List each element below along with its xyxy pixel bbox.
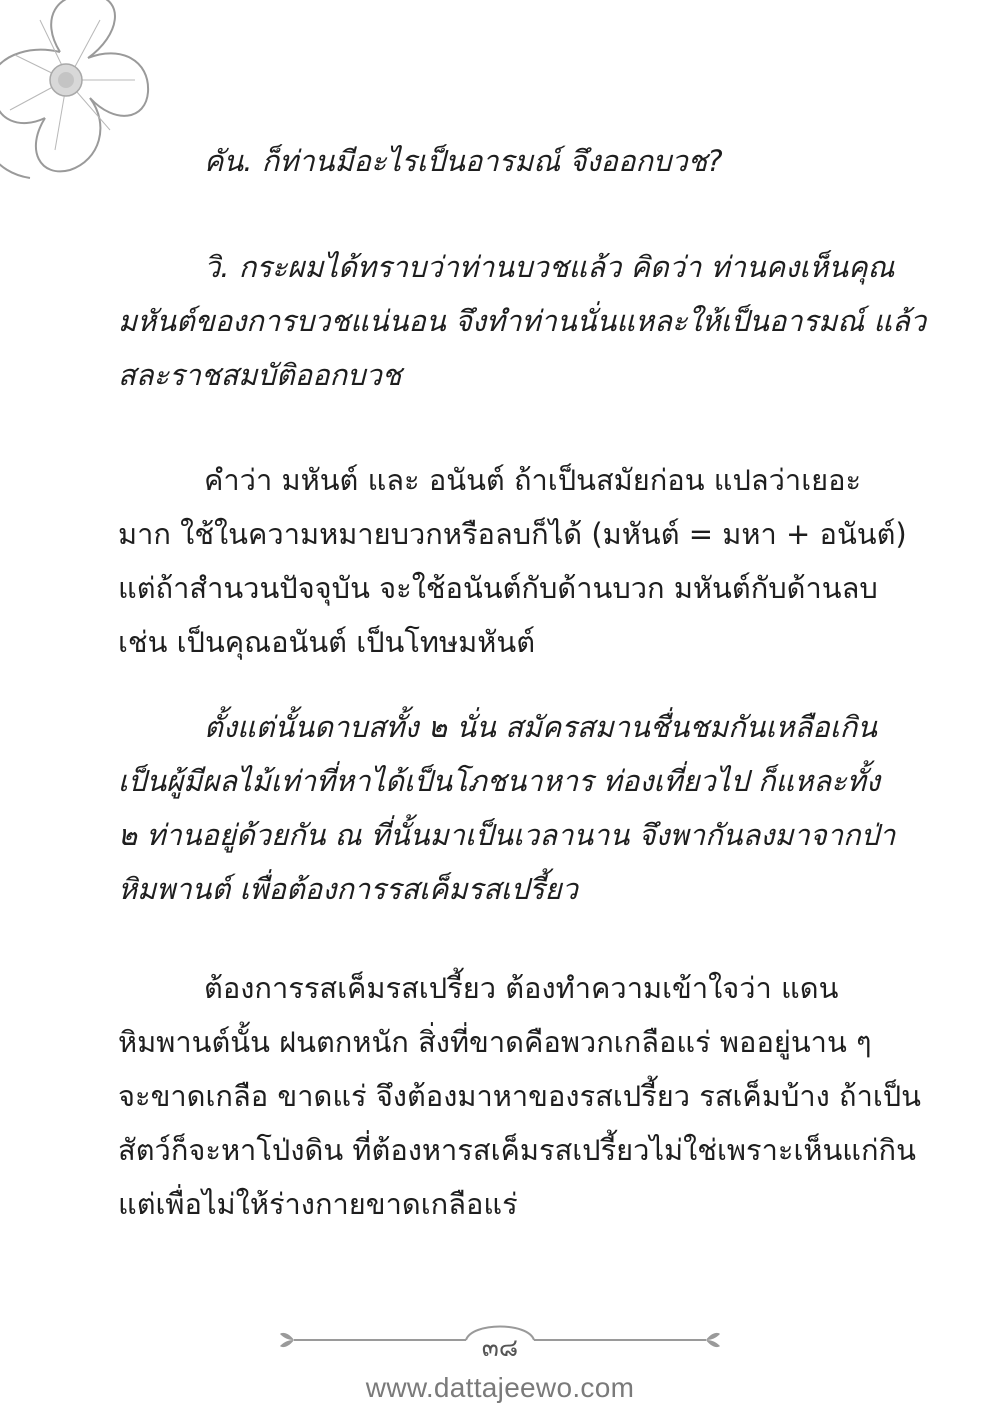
text-line: สัตว์ก็จะหาโป่งดิน ที่ต้องหารสเค็มรสเปรี้ยวไม่ใช่เพราะเห็นแก่กิน xyxy=(118,1133,916,1167)
text-line: แต่เพื่อไม่ให้ร่างกายขาดเกลือแร่ xyxy=(118,1187,518,1221)
text-line: เช่น เป็นคุณอนันต์ เป็นโทษมหันต์ xyxy=(118,625,536,659)
text-line: หิมพานต์ เพื่อต้องการรสเค็มรสเปรี้ยว xyxy=(118,872,578,906)
text-line: สละราชสมบัติออกบวช xyxy=(118,358,402,392)
text-line: จะขาดเกลือ ขาดแร่ จึงต้องมาหาของรสเปรี้ยว รสเค็มบ้าง ถ้าเป็น xyxy=(118,1079,922,1113)
website-link[interactable]: www.dattajeewo.com xyxy=(365,1372,635,1403)
text-line: ตั้งแต่นั้นดาบสทั้ง ๒ นั่น สมัครสมานชื่นชมกันเหลือเกิน xyxy=(204,710,878,744)
text-line: มาก ใช้ในความหมายบวกหรือลบก็ได้ (มหันต์ = มหา + อนันต์) xyxy=(118,517,907,551)
text-line: แต่ถ้าสำนวนปัจจุบัน จะใช้อนันต์กับด้านบวก มหันต์กับด้านลบ xyxy=(118,571,878,605)
page-number: ๓๘ xyxy=(481,1333,519,1362)
paragraph-2 xyxy=(118,240,926,402)
page-footer xyxy=(0,1318,1000,1418)
text-line: คัน. ก็ท่านมีอะไรเป็นอารมณ์ จึงออกบวช? xyxy=(204,144,723,178)
text-line: ต้องการรสเค็มรสเปรี้ยว ต้องทำความเข้าใจว่า แดน xyxy=(204,971,839,1005)
text-line: คำว่า มหันต์ และ อนันต์ ถ้าเป็นสมัยก่อน แปลว่าเยอะ xyxy=(204,463,862,497)
paragraph-1 xyxy=(118,134,723,188)
paragraph-3 xyxy=(118,453,907,669)
text-line: เป็นผู้มีผลไม้เท่าที่หาได้เป็นโภชนาหาร ท่องเที่ยวไป ก็แหละทั้ง xyxy=(118,764,880,798)
paragraph-5 xyxy=(118,961,921,1231)
text-line: วิ. กระผมได้ทราบว่าท่านบวชแล้ว คิดว่า ท่านคงเห็นคุณ xyxy=(204,250,895,284)
text-line: มหันต์ของการบวชแน่นอน จึงทำท่านนั่นแหละให้เป็นอารมณ์ แล้ว xyxy=(118,304,927,338)
text-line: หิมพานต์นั้น ฝนตกหนัก สิ่งที่ขาดคือพวกเกลือแร่ พออยู่นาน ๆ xyxy=(118,1025,872,1059)
paragraph-4 xyxy=(118,700,895,916)
text-line: ๒ ท่านอยู่ด้วยกัน ณ ที่นั้นมาเป็นเวลานาน จึงพากันลงมาจากป่า xyxy=(118,818,896,852)
